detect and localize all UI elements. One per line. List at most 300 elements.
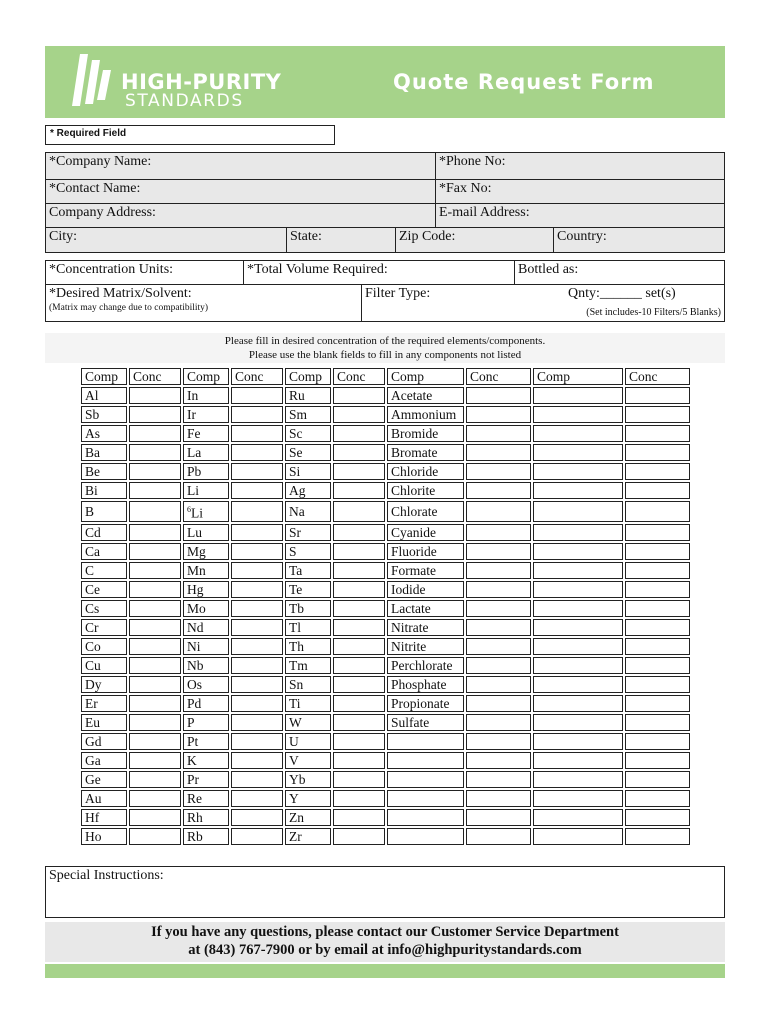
- conc-cell[interactable]: [625, 828, 690, 845]
- table-row: [81, 387, 690, 404]
- company-logo-icon: [70, 52, 116, 108]
- table-row: [81, 406, 690, 423]
- comp-cell: Ru: [285, 387, 331, 404]
- table-row: [81, 733, 690, 750]
- phone-field[interactable]: [435, 152, 725, 180]
- conc-cell[interactable]: [466, 387, 531, 404]
- conc-cell[interactable]: [231, 524, 283, 541]
- comp-cell: Nd: [183, 619, 229, 636]
- conc-cell[interactable]: [129, 387, 181, 404]
- conc-cell[interactable]: [129, 790, 181, 807]
- conc-cell[interactable]: [333, 828, 385, 845]
- comp-cell[interactable]: [533, 638, 623, 655]
- table-row: [81, 752, 690, 769]
- conc-cell[interactable]: [231, 501, 283, 522]
- table-header-row: [81, 368, 690, 385]
- comp-cell: Ti: [285, 695, 331, 712]
- conc-cell[interactable]: [466, 543, 531, 560]
- conc-cell[interactable]: [625, 482, 690, 499]
- conc-cell[interactable]: [625, 562, 690, 579]
- comp-cell: Mg: [183, 543, 229, 560]
- comp-cell: K: [183, 752, 229, 769]
- comp-cell[interactable]: [533, 463, 623, 480]
- comp-cell[interactable]: [533, 482, 623, 499]
- comp-cell: Os: [183, 676, 229, 693]
- conc-cell[interactable]: [625, 676, 690, 693]
- conc-cell[interactable]: [333, 387, 385, 404]
- comp-cell: Sr: [285, 524, 331, 541]
- comp-cell: Si: [285, 463, 331, 480]
- required-field-note: * Required Field: [45, 125, 335, 145]
- comp-cell: Ca: [81, 543, 127, 560]
- comp-cell: C: [81, 562, 127, 579]
- conc-cell[interactable]: [231, 790, 283, 807]
- comp-cell: Nb: [183, 657, 229, 674]
- comp-cell[interactable]: [533, 714, 623, 731]
- comp-cell: Bi: [81, 482, 127, 499]
- header-conc-3: Conc: [333, 368, 385, 385]
- comp-cell: Lu: [183, 524, 229, 541]
- conc-cell[interactable]: [231, 809, 283, 826]
- conc-cell[interactable]: [129, 695, 181, 712]
- total-volume-field[interactable]: [243, 260, 515, 285]
- conc-cell[interactable]: [129, 638, 181, 655]
- comp-cell: Chloride: [387, 463, 464, 480]
- conc-cell[interactable]: [231, 619, 283, 636]
- total-volume-label: *Total Volume Required:: [247, 262, 388, 277]
- conc-cell[interactable]: [231, 387, 283, 404]
- comp-cell: Ta: [285, 562, 331, 579]
- comp-cell[interactable]: [533, 752, 623, 769]
- conc-cell[interactable]: [625, 752, 690, 769]
- filter-type-label: Filter Type:: [365, 286, 431, 301]
- comp-cell: Mn: [183, 562, 229, 579]
- brand-name-line2: STANDARDS: [125, 91, 244, 111]
- comp-cell: Fe: [183, 425, 229, 442]
- comp-cell: Be: [81, 463, 127, 480]
- bottom-bar: [45, 964, 725, 978]
- bottled-as-field[interactable]: [514, 260, 725, 285]
- comp-cell: Lactate: [387, 600, 464, 617]
- comp-cell[interactable]: [533, 676, 623, 693]
- conc-cell[interactable]: [466, 600, 531, 617]
- conc-cell[interactable]: [129, 733, 181, 750]
- contact-footer: [45, 922, 725, 962]
- company-name-field[interactable]: [45, 152, 436, 180]
- conc-cell[interactable]: [129, 543, 181, 560]
- comp-cell: Sulfate: [387, 714, 464, 731]
- country-field[interactable]: [553, 227, 725, 253]
- header-comp-1: Comp: [81, 368, 127, 385]
- contact-name-field[interactable]: [45, 179, 436, 204]
- conc-cell[interactable]: [625, 790, 690, 807]
- conc-cell[interactable]: [625, 733, 690, 750]
- conc-cell[interactable]: [231, 600, 283, 617]
- comp-cell: Ammonium: [387, 406, 464, 423]
- state-field[interactable]: [286, 227, 396, 253]
- table-row: [81, 524, 690, 541]
- phone-label: *Phone No:: [439, 154, 506, 169]
- comp-cell: Al: [81, 387, 127, 404]
- comp-cell: Sb: [81, 406, 127, 423]
- conc-cell[interactable]: [231, 406, 283, 423]
- comp-cell: Nitrite: [387, 638, 464, 655]
- conc-cell[interactable]: [466, 619, 531, 636]
- conc-cell[interactable]: [129, 581, 181, 598]
- matrix-note: (Matrix may change due to compatibility): [49, 303, 209, 313]
- conc-cell[interactable]: [333, 752, 385, 769]
- header-comp-3: Comp: [285, 368, 331, 385]
- comp-cell: Ga: [81, 752, 127, 769]
- conc-cell[interactable]: [129, 406, 181, 423]
- special-instructions-field[interactable]: [45, 866, 725, 918]
- comp-cell[interactable]: [533, 524, 623, 541]
- conc-cell[interactable]: [129, 562, 181, 579]
- company-name-label: *Company Name:: [49, 154, 152, 169]
- comp-cell[interactable]: [533, 771, 623, 788]
- instructions-note: [45, 333, 725, 363]
- comp-cell: Pt: [183, 733, 229, 750]
- conc-cell[interactable]: [466, 501, 531, 522]
- comp-cell: S: [285, 543, 331, 560]
- company-address-field[interactable]: [45, 203, 436, 228]
- isotope-superscript: 6: [187, 505, 191, 514]
- comp-cell: [387, 771, 464, 788]
- state-label: State:: [290, 229, 322, 244]
- table-row: [81, 695, 690, 712]
- header-comp-5: Comp: [533, 368, 623, 385]
- conc-cell[interactable]: [129, 482, 181, 499]
- filter-type-field[interactable]: [361, 284, 725, 322]
- conc-cell[interactable]: [231, 581, 283, 598]
- conc-cell[interactable]: [466, 425, 531, 442]
- comp-cell[interactable]: [533, 444, 623, 461]
- comp-cell: B: [81, 501, 127, 522]
- header-comp-2: Comp: [183, 368, 229, 385]
- comp-cell[interactable]: [533, 809, 623, 826]
- table-row: [81, 482, 690, 499]
- comp-cell: Sm: [285, 406, 331, 423]
- conc-cell[interactable]: [625, 657, 690, 674]
- conc-cell[interactable]: [466, 406, 531, 423]
- conc-cell[interactable]: [129, 501, 181, 522]
- conc-cell[interactable]: [333, 562, 385, 579]
- table-row: [81, 501, 690, 522]
- conc-cell[interactable]: [231, 771, 283, 788]
- comp-cell: Cs: [81, 600, 127, 617]
- comp-cell: [387, 809, 464, 826]
- table-row: [81, 600, 690, 617]
- conc-cell[interactable]: [129, 771, 181, 788]
- header-conc-1: Conc: [129, 368, 181, 385]
- footer-line1: If you have any questions, please contact our Customer Service Department: [151, 924, 619, 940]
- header-conc-4: Conc: [466, 368, 531, 385]
- conc-cell[interactable]: [129, 657, 181, 674]
- comp-cell: In: [183, 387, 229, 404]
- comp-cell: Mo: [183, 600, 229, 617]
- conc-cell[interactable]: [625, 581, 690, 598]
- contact-name-label: *Contact Name:: [49, 181, 141, 196]
- comp-cell[interactable]: [533, 425, 623, 442]
- conc-cell[interactable]: [129, 619, 181, 636]
- comp-cell: Te: [285, 581, 331, 598]
- comp-cell: Rh: [183, 809, 229, 826]
- conc-cell[interactable]: [333, 809, 385, 826]
- form-title: Quote Request Form: [393, 70, 655, 94]
- conc-cell[interactable]: [625, 771, 690, 788]
- conc-cell[interactable]: [231, 444, 283, 461]
- comp-cell[interactable]: [533, 790, 623, 807]
- comp-cell[interactable]: [533, 543, 623, 560]
- conc-cell[interactable]: [129, 524, 181, 541]
- comp-cell: Sn: [285, 676, 331, 693]
- comp-cell: Rb: [183, 828, 229, 845]
- conc-cell[interactable]: [231, 828, 283, 845]
- comp-cell: Zn: [285, 809, 331, 826]
- conc-cell[interactable]: [333, 638, 385, 655]
- conc-cell[interactable]: [333, 444, 385, 461]
- conc-cell[interactable]: [625, 714, 690, 731]
- comp-cell[interactable]: [533, 387, 623, 404]
- concentration-units-field[interactable]: [45, 260, 244, 285]
- conc-cell[interactable]: [129, 828, 181, 845]
- comp-cell: W: [285, 714, 331, 731]
- footer-line2: at (843) 767-7900 or by email at info@highpuritystandards.com: [188, 942, 582, 958]
- conc-cell[interactable]: [466, 752, 531, 769]
- conc-cell[interactable]: [625, 695, 690, 712]
- comp-cell: [387, 828, 464, 845]
- comp-cell: Y: [285, 790, 331, 807]
- fax-field[interactable]: [435, 179, 725, 204]
- comp-cell: Ag: [285, 482, 331, 499]
- comp-cell[interactable]: [533, 733, 623, 750]
- comp-cell: Phosphate: [387, 676, 464, 693]
- conc-cell[interactable]: [466, 676, 531, 693]
- conc-cell[interactable]: [466, 562, 531, 579]
- comp-cell: Dy: [81, 676, 127, 693]
- comp-cell: Iodide: [387, 581, 464, 598]
- comp-cell: Ho: [81, 828, 127, 845]
- conc-cell[interactable]: [333, 406, 385, 423]
- comp-cell[interactable]: [533, 562, 623, 579]
- conc-cell[interactable]: [466, 733, 531, 750]
- city-label: City:: [49, 229, 78, 244]
- city-field[interactable]: [45, 227, 287, 253]
- comp-cell: U: [285, 733, 331, 750]
- comp-cell: Cyanide: [387, 524, 464, 541]
- conc-cell[interactable]: [625, 387, 690, 404]
- conc-cell[interactable]: [231, 425, 283, 442]
- comp-cell: Acetate: [387, 387, 464, 404]
- conc-cell[interactable]: [333, 425, 385, 442]
- conc-cell[interactable]: [625, 524, 690, 541]
- comp-cell: As: [81, 425, 127, 442]
- comp-cell: Ba: [81, 444, 127, 461]
- comp-cell: Th: [285, 638, 331, 655]
- comp-cell: Ge: [81, 771, 127, 788]
- conc-cell[interactable]: [466, 482, 531, 499]
- comp-cell[interactable]: [533, 828, 623, 845]
- conc-cell[interactable]: [231, 733, 283, 750]
- table-row: [81, 562, 690, 579]
- conc-cell[interactable]: [129, 809, 181, 826]
- comp-cell[interactable]: [533, 581, 623, 598]
- email-label: E-mail Address:: [439, 205, 530, 220]
- conc-cell[interactable]: [129, 752, 181, 769]
- comp-cell: Yb: [285, 771, 331, 788]
- comp-cell: Cd: [81, 524, 127, 541]
- comp-cell: Bromate: [387, 444, 464, 461]
- conc-cell[interactable]: [466, 714, 531, 731]
- table-row: [81, 790, 690, 807]
- conc-cell[interactable]: [466, 524, 531, 541]
- comp-cell: [387, 752, 464, 769]
- conc-cell[interactable]: [231, 562, 283, 579]
- conc-cell[interactable]: [466, 638, 531, 655]
- comp-cell: Re: [183, 790, 229, 807]
- comp-cell: Fluoride: [387, 543, 464, 560]
- conc-cell[interactable]: [625, 600, 690, 617]
- comp-cell: Pd: [183, 695, 229, 712]
- conc-cell[interactable]: [333, 524, 385, 541]
- set-includes-note: (Set includes-10 Filters/5 Blanks): [586, 307, 721, 318]
- conc-cell[interactable]: [625, 444, 690, 461]
- comp-cell: Propionate: [387, 695, 464, 712]
- comp-cell: Hg: [183, 581, 229, 598]
- table-row: [81, 771, 690, 788]
- table-row: [81, 619, 690, 636]
- conc-cell[interactable]: [333, 733, 385, 750]
- comp-cell: Se: [285, 444, 331, 461]
- table-row: [81, 444, 690, 461]
- comp-cell: Ni: [183, 638, 229, 655]
- conc-cell[interactable]: [333, 600, 385, 617]
- comp-cell[interactable]: [533, 695, 623, 712]
- conc-cell[interactable]: [625, 463, 690, 480]
- conc-cell[interactable]: [231, 657, 283, 674]
- conc-cell[interactable]: [466, 771, 531, 788]
- conc-cell[interactable]: [466, 809, 531, 826]
- conc-cell[interactable]: [333, 543, 385, 560]
- instructions-line2: Please use the blank fields to fill in any components not listed: [248, 349, 522, 361]
- conc-cell[interactable]: [625, 638, 690, 655]
- concentration-units-label: *Concentration Units:: [49, 262, 174, 277]
- brand-name-line1: HIGH-PURITY: [121, 70, 282, 94]
- fax-label: *Fax No:: [439, 181, 492, 196]
- conc-cell[interactable]: [625, 543, 690, 560]
- conc-cell[interactable]: [625, 619, 690, 636]
- conc-cell[interactable]: [231, 714, 283, 731]
- comp-cell[interactable]: [533, 619, 623, 636]
- zip-code-field[interactable]: [395, 227, 554, 253]
- table-row: [81, 425, 690, 442]
- email-field[interactable]: [435, 203, 725, 228]
- comp-cell: Au: [81, 790, 127, 807]
- conc-cell[interactable]: [466, 463, 531, 480]
- conc-cell[interactable]: [333, 695, 385, 712]
- conc-cell[interactable]: [231, 482, 283, 499]
- comp-cell: [387, 790, 464, 807]
- conc-cell[interactable]: [231, 695, 283, 712]
- comp-cell: Eu: [81, 714, 127, 731]
- conc-cell[interactable]: [333, 463, 385, 480]
- conc-cell[interactable]: [333, 482, 385, 499]
- conc-cell[interactable]: [333, 657, 385, 674]
- comp-cell[interactable]: [533, 406, 623, 423]
- conc-cell[interactable]: [466, 828, 531, 845]
- header-banner: [45, 46, 725, 118]
- comp-cell: Tb: [285, 600, 331, 617]
- comp-cell[interactable]: [533, 501, 623, 522]
- conc-cell[interactable]: [129, 425, 181, 442]
- conc-cell[interactable]: [231, 676, 283, 693]
- comp-cell: Gd: [81, 733, 127, 750]
- conc-cell[interactable]: [466, 581, 531, 598]
- comp-cell: Zr: [285, 828, 331, 845]
- comp-cell: Ir: [183, 406, 229, 423]
- conc-cell[interactable]: [333, 501, 385, 522]
- conc-cell[interactable]: [231, 463, 283, 480]
- comp-cell: Tm: [285, 657, 331, 674]
- conc-cell[interactable]: [231, 543, 283, 560]
- conc-cell[interactable]: [333, 771, 385, 788]
- conc-cell[interactable]: [333, 619, 385, 636]
- conc-cell[interactable]: [625, 425, 690, 442]
- conc-cell[interactable]: [333, 714, 385, 731]
- comp-cell: Formate: [387, 562, 464, 579]
- special-instructions-label: Special Instructions:: [49, 868, 164, 883]
- conc-cell[interactable]: [231, 638, 283, 655]
- comp-cell: P: [183, 714, 229, 731]
- country-label: Country:: [557, 229, 607, 244]
- comp-cell[interactable]: [533, 600, 623, 617]
- comp-cell: Chlorite: [387, 482, 464, 499]
- conc-cell[interactable]: [129, 676, 181, 693]
- conc-cell[interactable]: [466, 790, 531, 807]
- conc-cell[interactable]: [129, 600, 181, 617]
- comp-cell: $^6$Li: [183, 501, 229, 522]
- comp-cell: Co: [81, 638, 127, 655]
- header-conc-5: Conc: [625, 368, 690, 385]
- conc-cell[interactable]: [129, 444, 181, 461]
- conc-cell[interactable]: [625, 406, 690, 423]
- comp-cell: Bromide: [387, 425, 464, 442]
- conc-cell[interactable]: [231, 752, 283, 769]
- table-row: [81, 581, 690, 598]
- desired-matrix-field[interactable]: [45, 284, 362, 322]
- conc-cell[interactable]: [333, 676, 385, 693]
- table-row: [81, 638, 690, 655]
- conc-cell[interactable]: [466, 695, 531, 712]
- conc-cell[interactable]: [129, 714, 181, 731]
- conc-cell[interactable]: [625, 809, 690, 826]
- conc-cell[interactable]: [333, 581, 385, 598]
- comp-cell: Perchlorate: [387, 657, 464, 674]
- table-row: [81, 809, 690, 826]
- conc-cell[interactable]: [466, 657, 531, 674]
- conc-cell[interactable]: [625, 501, 690, 522]
- comp-cell: Cr: [81, 619, 127, 636]
- table-row: [81, 714, 690, 731]
- comp-cell: Pr: [183, 771, 229, 788]
- table-row: [81, 657, 690, 674]
- zip-code-label: Zip Code:: [399, 229, 456, 244]
- instructions-line1: Please fill in desired concentration of the required elements/components.: [224, 335, 546, 347]
- conc-cell[interactable]: [333, 790, 385, 807]
- conc-cell[interactable]: [466, 444, 531, 461]
- comp-cell[interactable]: [533, 657, 623, 674]
- conc-cell[interactable]: [129, 463, 181, 480]
